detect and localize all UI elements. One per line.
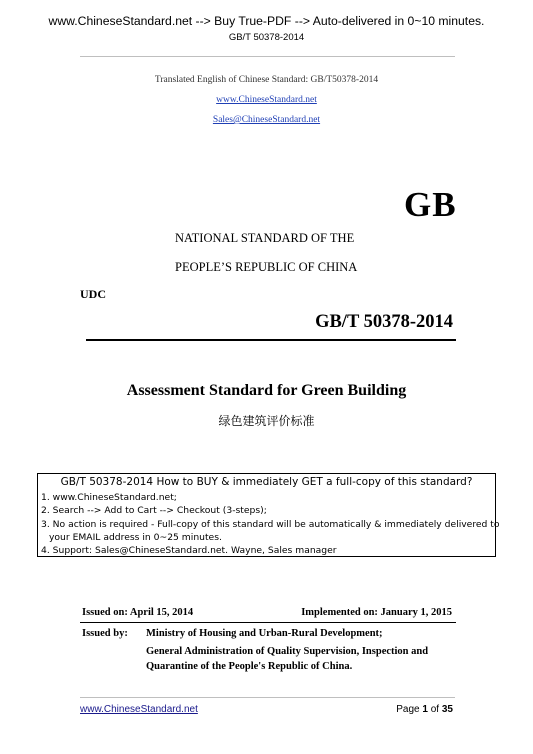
buy-info-box [37, 473, 500, 557]
footer-site-link[interactable]: www.ChineseStandard.net [80, 704, 198, 715]
national-line-1: NATIONAL STANDARD OF THE [175, 231, 355, 245]
issuer-1: Ministry of Housing and Urban-Rural Development; [146, 628, 383, 639]
page-prefix: Page [396, 704, 423, 715]
issued-by-label: Issued by: [82, 628, 128, 639]
page-total: 35 [441, 704, 453, 715]
gb-logo: GB [404, 185, 457, 224]
buy-step-2: 2. Search --> Add to Cart --> Checkout (3-steps); [41, 505, 267, 517]
translation-note: Translated English of Chinese Standard: GB/T50378-2014 [154, 75, 379, 85]
buy-step-4: 4. Support: Sales@ChineseStandard.net. Wayne, Sales manager [41, 545, 337, 557]
buy-step-3-cont: your EMAIL address in 0~25 minutes. [49, 531, 222, 543]
buy-steps-list [41, 491, 500, 557]
title-cn: 绿色建筑评价标准 [218, 414, 315, 428]
website-link[interactable]: www.ChineseStandard.net [216, 95, 317, 105]
header-banner: www.ChineseStandard.net --> Buy True-PDF --> Auto-delivered in 0~10 minutes. [48, 14, 485, 28]
implemented-on: Implemented on: January 1, 2015 [301, 607, 452, 618]
udc-label: UDC [80, 287, 106, 301]
footer-divider [80, 697, 455, 698]
page-indicator [396, 704, 453, 715]
buy-box-title: GB/T 50378-2014 How to BUY & immediately GET a full-copy of this standard? [60, 476, 473, 488]
buy-step-3: 3. No action is required - Full-copy of this standard will be automatically & immediately delivered to [41, 518, 500, 530]
header-divider [80, 56, 455, 57]
page-number: 1 [422, 704, 428, 715]
issued-on: Issued on: April 15, 2014 [82, 607, 194, 618]
title-en: Assessment Standard for Green Building [126, 382, 407, 399]
page-of: of [427, 704, 442, 715]
issuer-2-line-2: Quarantine of the People's Republic of China. [146, 661, 353, 672]
standard-number: GB/T 50378-2014 [315, 312, 453, 332]
header-code: GB/T 50378-2014 [228, 32, 305, 43]
issue-divider [80, 622, 456, 623]
standard-divider [86, 339, 456, 341]
sales-email-link[interactable]: Sales@ChineseStandard.net [212, 115, 321, 125]
national-line-2: PEOPLE’S REPUBLIC OF CHINA [175, 260, 358, 274]
issuer-2-line-1: General Administration of Quality Supervision, Inspection and [146, 646, 429, 657]
buy-step-1: 1. www.ChineseStandard.net; [41, 492, 177, 503]
